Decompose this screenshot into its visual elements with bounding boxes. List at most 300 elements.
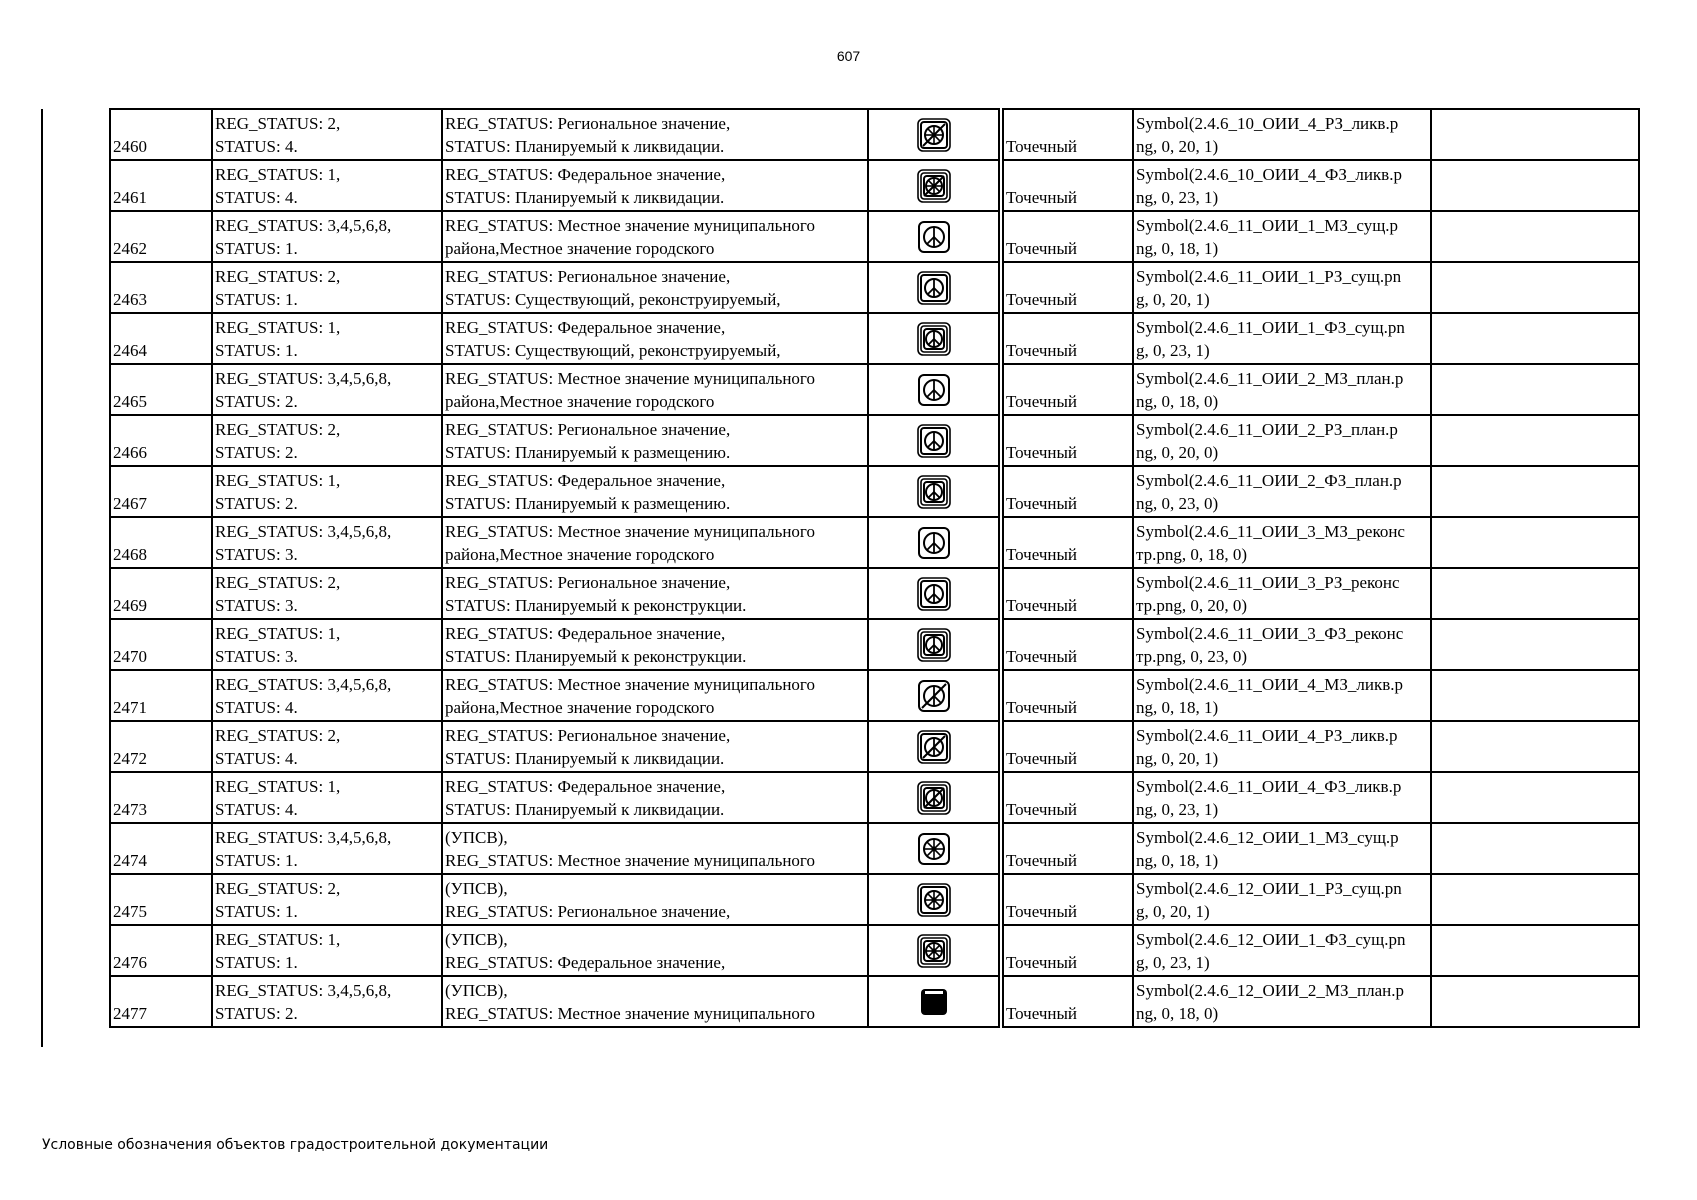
peace-symbol-double-icon (917, 577, 951, 611)
page-number: 607 (836, 48, 861, 64)
symbol-preview-cell (868, 262, 999, 313)
symbol-line: тр.png, 0, 23, 0) (1136, 647, 1248, 666)
symbol-line: ng, 0, 18, 1) (1136, 239, 1219, 258)
desc-line: STATUS: Планируемый к ликвидации. (445, 749, 725, 768)
geometry-type-cell (1003, 466, 1133, 517)
empty-cell (1431, 976, 1639, 1027)
table-row (110, 109, 1639, 160)
symbol-line: Symbol(2.4.6_11_ОИИ_3_МЗ_реконс (1136, 522, 1405, 541)
empty-cell (1431, 925, 1639, 976)
empty-cell (1431, 466, 1639, 517)
code-line: STATUS: 4. (215, 137, 298, 156)
code-line: REG_STATUS: 2, (215, 879, 341, 898)
geometry-type: Точечный (1006, 137, 1078, 156)
desc-line: REG_STATUS: Региональное значение, (445, 420, 731, 439)
geometry-type-cell (1003, 262, 1133, 313)
desc-line: REG_STATUS: Региональное значение, (445, 267, 731, 286)
symbol-spec-cell (1133, 466, 1431, 517)
status-code-cell (212, 517, 442, 568)
status-code-cell (212, 619, 442, 670)
desc-line: STATUS: Существующий, реконструируемый, (445, 341, 781, 360)
geometry-type-cell (1003, 211, 1133, 262)
desc-line: района,Местное значение городского (445, 239, 715, 258)
symbol-line: g, 0, 23, 1) (1136, 341, 1210, 360)
geometry-type: Точечный (1006, 647, 1078, 666)
geometry-type: Точечный (1006, 953, 1078, 972)
code-line: REG_STATUS: 1, (215, 318, 341, 337)
symbol-line: Symbol(2.4.6_11_ОИИ_4_РЗ_ликв.p (1136, 726, 1398, 745)
desc-line: REG_STATUS: Местное значение муниципального (445, 369, 815, 388)
symbol-line: тр.png, 0, 20, 0) (1136, 596, 1248, 615)
description-cell (442, 466, 868, 517)
symbol-line: ng, 0, 23, 1) (1136, 800, 1219, 819)
row-id-cell (110, 925, 212, 976)
empty-cell (1431, 670, 1639, 721)
desc-line: REG_STATUS: Федеральное значение, (445, 777, 726, 796)
description-cell (442, 568, 868, 619)
geometry-type-cell (1003, 772, 1133, 823)
table-row (110, 823, 1639, 874)
desc-line: REG_STATUS: Региональное значение, (445, 114, 731, 133)
code-line: STATUS: 3. (215, 545, 298, 564)
row-id: 2470 (113, 647, 147, 666)
desc-line: REG_STATUS: Региональное значение, (445, 726, 731, 745)
symbol-spec-cell (1133, 262, 1431, 313)
symbol-preview-cell (868, 925, 999, 976)
symbol-spec-cell (1133, 721, 1431, 772)
code-line: STATUS: 2. (215, 443, 298, 462)
code-line: REG_STATUS: 3,4,5,6,8, (215, 828, 392, 847)
empty-cell (1431, 313, 1639, 364)
row-id-cell (110, 466, 212, 517)
description-cell (442, 772, 868, 823)
radial-crossed-symbol-double-icon (917, 118, 951, 152)
symbol-spec-cell (1133, 976, 1431, 1027)
empty-cell (1431, 721, 1639, 772)
geometry-type: Точечный (1006, 290, 1078, 309)
description-cell (442, 517, 868, 568)
code-line: STATUS: 4. (215, 800, 298, 819)
desc-line: (УПСВ), (445, 879, 508, 898)
symbol-line: g, 0, 23, 1) (1136, 953, 1210, 972)
empty-cell (1431, 874, 1639, 925)
symbol-line: Symbol(2.4.6_12_ОИИ_2_МЗ_план.p (1136, 981, 1404, 1000)
code-line: STATUS: 2. (215, 1004, 298, 1023)
desc-line: REG_STATUS: Региональное значение, (445, 573, 731, 592)
spoke-wheel-symbol-triple-icon (917, 934, 951, 968)
symbol-preview-cell (868, 772, 999, 823)
symbol-line: Symbol(2.4.6_11_ОИИ_2_ФЗ_план.p (1136, 471, 1402, 490)
code-line: STATUS: 4. (215, 188, 298, 207)
table-row (110, 211, 1639, 262)
peace-crossed-symbol-double-icon (917, 730, 951, 764)
radial-crossed-symbol-triple-icon (917, 169, 951, 203)
desc-line: района,Местное значение городского (445, 545, 715, 564)
code-line: REG_STATUS: 2, (215, 114, 341, 133)
peace-symbol-single-icon (917, 220, 951, 254)
row-id-cell (110, 670, 212, 721)
geometry-type-cell (1003, 109, 1133, 160)
status-code-cell (212, 415, 442, 466)
status-code-cell (212, 466, 442, 517)
margin-rule (41, 109, 43, 1047)
peace-symbol-double-icon (917, 424, 951, 458)
row-id-cell (110, 160, 212, 211)
code-line: REG_STATUS: 3,4,5,6,8, (215, 675, 392, 694)
desc-line: REG_STATUS: Федеральное значение, (445, 165, 726, 184)
desc-line: REG_STATUS: Федеральное значение, (445, 624, 726, 643)
desc-line: STATUS: Планируемый к размещению. (445, 494, 731, 513)
code-line: STATUS: 1. (215, 239, 298, 258)
table-row (110, 415, 1639, 466)
desc-line: STATUS: Планируемый к размещению. (445, 443, 731, 462)
code-line: REG_STATUS: 3,4,5,6,8, (215, 216, 392, 235)
geometry-type: Точечный (1006, 341, 1078, 360)
code-line: REG_STATUS: 3,4,5,6,8, (215, 522, 392, 541)
code-line: REG_STATUS: 1, (215, 165, 341, 184)
status-code-cell (212, 721, 442, 772)
table-row (110, 160, 1639, 211)
peace-symbol-triple-icon (917, 628, 951, 662)
symbol-preview-cell (868, 568, 999, 619)
code-line: STATUS: 1. (215, 290, 298, 309)
desc-line: REG_STATUS: Федеральное значение, (445, 471, 726, 490)
row-id: 2460 (113, 137, 147, 156)
symbol-preview-cell (868, 670, 999, 721)
table-row (110, 976, 1639, 1027)
symbol-preview-cell (868, 721, 999, 772)
geometry-type-cell (1003, 619, 1133, 670)
symbol-spec-cell (1133, 517, 1431, 568)
symbol-preview-cell (868, 109, 999, 160)
symbol-line: Symbol(2.4.6_10_ОИИ_4_ФЗ_ликв.p (1136, 165, 1402, 184)
table-row (110, 364, 1639, 415)
symbol-line: ng, 0, 23, 0) (1136, 494, 1219, 513)
geometry-type: Точечный (1006, 749, 1078, 768)
status-code-cell (212, 823, 442, 874)
status-code-cell (212, 109, 442, 160)
geometry-type-cell (1003, 364, 1133, 415)
desc-line: STATUS: Планируемый к ликвидации. (445, 800, 725, 819)
symbol-preview-cell (868, 466, 999, 517)
code-line: REG_STATUS: 2, (215, 267, 341, 286)
row-id-cell (110, 619, 212, 670)
geometry-type: Точечный (1006, 545, 1078, 564)
geometry-type-cell (1003, 517, 1133, 568)
description-cell (442, 721, 868, 772)
desc-line: STATUS: Планируемый к ликвидации. (445, 188, 725, 207)
row-id-cell (110, 109, 212, 160)
code-line: STATUS: 2. (215, 392, 298, 411)
row-id: 2465 (113, 392, 147, 411)
row-id: 2476 (113, 953, 147, 972)
row-id-cell (110, 415, 212, 466)
geometry-type: Точечный (1006, 392, 1078, 411)
row-id-cell (110, 517, 212, 568)
desc-line: REG_STATUS: Местное значение муниципального (445, 851, 815, 870)
row-id: 2463 (113, 290, 147, 309)
peace-symbol-double-icon (917, 271, 951, 305)
symbol-preview-cell (868, 415, 999, 466)
geometry-type-cell (1003, 925, 1133, 976)
description-cell (442, 211, 868, 262)
table-row (110, 517, 1639, 568)
desc-line: REG_STATUS: Региональное значение, (445, 902, 731, 921)
row-id: 2471 (113, 698, 147, 717)
description-cell (442, 160, 868, 211)
symbol-line: ng, 0, 18, 1) (1136, 851, 1219, 870)
table-row (110, 466, 1639, 517)
desc-line: STATUS: Планируемый к реконструкции. (445, 647, 747, 666)
row-id: 2474 (113, 851, 147, 870)
geometry-type-cell (1003, 568, 1133, 619)
code-line: STATUS: 3. (215, 647, 298, 666)
code-line: REG_STATUS: 3,4,5,6,8, (215, 369, 392, 388)
row-id-cell (110, 364, 212, 415)
symbol-preview-cell (868, 211, 999, 262)
row-id-cell (110, 721, 212, 772)
symbol-spec-cell (1133, 415, 1431, 466)
symbol-spec-cell (1133, 772, 1431, 823)
symbol-spec-cell (1133, 313, 1431, 364)
description-cell (442, 262, 868, 313)
description-cell (442, 976, 868, 1027)
code-line: REG_STATUS: 2, (215, 420, 341, 439)
empty-cell (1431, 109, 1639, 160)
symbol-line: Symbol(2.4.6_11_ОИИ_3_РЗ_реконс (1136, 573, 1400, 592)
status-code-cell (212, 925, 442, 976)
peace-crossed-symbol-triple-icon (917, 781, 951, 815)
status-code-cell (212, 670, 442, 721)
symbol-line: тр.png, 0, 18, 0) (1136, 545, 1248, 564)
geometry-type: Точечный (1006, 239, 1078, 258)
empty-cell (1431, 823, 1639, 874)
desc-line: (УПСВ), (445, 828, 508, 847)
description-cell (442, 619, 868, 670)
desc-line: района,Местное значение городского (445, 698, 715, 717)
status-code-cell (212, 211, 442, 262)
geometry-type: Точечный (1006, 902, 1078, 921)
symbol-table-body (110, 109, 1639, 1027)
geometry-type-cell (1003, 823, 1133, 874)
desc-line: STATUS: Планируемый к реконструкции. (445, 596, 747, 615)
code-line: REG_STATUS: 1, (215, 624, 341, 643)
peace-symbol-single-icon (917, 373, 951, 407)
code-line: STATUS: 4. (215, 749, 298, 768)
symbol-line: Symbol(2.4.6_12_ОИИ_1_РЗ_сущ.pn (1136, 879, 1402, 898)
symbol-line: Symbol(2.4.6_12_ОИИ_1_МЗ_сущ.p (1136, 828, 1399, 847)
row-id: 2462 (113, 239, 147, 258)
empty-cell (1431, 772, 1639, 823)
symbol-spec-cell (1133, 364, 1431, 415)
empty-cell (1431, 415, 1639, 466)
row-id: 2469 (113, 596, 147, 615)
geometry-type-cell (1003, 670, 1133, 721)
empty-cell (1431, 364, 1639, 415)
status-code-cell (212, 568, 442, 619)
symbol-spec-cell (1133, 160, 1431, 211)
empty-cell (1431, 517, 1639, 568)
symbol-preview-cell (868, 874, 999, 925)
code-line: STATUS: 1. (215, 341, 298, 360)
empty-cell (1431, 619, 1639, 670)
code-line: REG_STATUS: 1, (215, 777, 341, 796)
row-id: 2468 (113, 545, 147, 564)
code-line: STATUS: 3. (215, 596, 298, 615)
symbol-line: Symbol(2.4.6_11_ОИИ_1_ФЗ_сущ.pn (1136, 318, 1405, 337)
geometry-type: Точечный (1006, 800, 1078, 819)
geometry-type: Точечный (1006, 494, 1078, 513)
symbol-spec-cell (1133, 823, 1431, 874)
peace-symbol-single-icon (917, 526, 951, 560)
row-id-cell (110, 211, 212, 262)
geometry-type: Точечный (1006, 443, 1078, 462)
symbol-line: ng, 0, 23, 1) (1136, 188, 1219, 207)
symbol-preview-cell (868, 976, 999, 1027)
geometry-type: Точечный (1006, 596, 1078, 615)
code-line: STATUS: 4. (215, 698, 298, 717)
symbol-line: Symbol(2.4.6_11_ОИИ_4_ФЗ_ликв.p (1136, 777, 1402, 796)
code-line: STATUS: 1. (215, 902, 298, 921)
row-id-cell (110, 262, 212, 313)
code-line: REG_STATUS: 2, (215, 726, 341, 745)
symbol-line: Symbol(2.4.6_11_ОИИ_2_РЗ_план.p (1136, 420, 1398, 439)
description-cell (442, 313, 868, 364)
row-id: 2475 (113, 902, 147, 921)
desc-line: REG_STATUS: Федеральное значение, (445, 318, 726, 337)
description-cell (442, 925, 868, 976)
empty-cell (1431, 160, 1639, 211)
geometry-type-cell (1003, 874, 1133, 925)
empty-cell (1431, 262, 1639, 313)
row-id-cell (110, 874, 212, 925)
symbol-spec-cell (1133, 670, 1431, 721)
status-code-cell (212, 874, 442, 925)
table-row (110, 619, 1639, 670)
symbol-line: ng, 0, 20, 0) (1136, 443, 1219, 462)
symbol-spec-cell (1133, 925, 1431, 976)
row-id-cell (110, 772, 212, 823)
geometry-type: Точечный (1006, 1004, 1078, 1023)
description-cell (442, 364, 868, 415)
peace-symbol-triple-icon (917, 322, 951, 356)
code-line: STATUS: 1. (215, 851, 298, 870)
geometry-type-cell (1003, 415, 1133, 466)
desc-line: REG_STATUS: Местное значение муниципального (445, 675, 815, 694)
symbol-preview-cell (868, 517, 999, 568)
symbol-table (109, 108, 1640, 1028)
symbol-preview-cell (868, 619, 999, 670)
desc-line: STATUS: Планируемый к ликвидации. (445, 137, 725, 156)
row-id-cell (110, 823, 212, 874)
desc-line: (УПСВ), (445, 981, 508, 1000)
symbol-line: g, 0, 20, 1) (1136, 290, 1210, 309)
spoke-wheel-symbol-double-icon (917, 883, 951, 917)
description-cell (442, 109, 868, 160)
symbol-line: ng, 0, 18, 0) (1136, 392, 1219, 411)
symbol-preview-cell (868, 160, 999, 211)
symbol-line: Symbol(2.4.6_11_ОИИ_2_МЗ_план.p (1136, 369, 1404, 388)
row-id-cell (110, 313, 212, 364)
code-line: STATUS: 1. (215, 953, 298, 972)
symbol-line: Symbol(2.4.6_11_ОИИ_1_РЗ_сущ.pn (1136, 267, 1402, 286)
peace-crossed-symbol-single-icon (917, 679, 951, 713)
table-row (110, 313, 1639, 364)
row-id: 2477 (113, 1004, 147, 1023)
row-id: 2461 (113, 188, 147, 207)
table-row (110, 670, 1639, 721)
code-line: STATUS: 2. (215, 494, 298, 513)
peace-symbol-triple-icon (917, 475, 951, 509)
symbol-line: ng, 0, 18, 1) (1136, 698, 1219, 717)
empty-cell (1431, 211, 1639, 262)
symbol-line: Symbol(2.4.6_11_ОИИ_1_МЗ_сущ.p (1136, 216, 1399, 235)
row-id: 2464 (113, 341, 147, 360)
table-row (110, 262, 1639, 313)
desc-line: REG_STATUS: Местное значение муниципального (445, 216, 815, 235)
symbol-line: g, 0, 20, 1) (1136, 902, 1210, 921)
status-code-cell (212, 364, 442, 415)
symbol-spec-cell (1133, 568, 1431, 619)
symbol-spec-cell (1133, 619, 1431, 670)
status-code-cell (212, 160, 442, 211)
status-code-cell (212, 976, 442, 1027)
geometry-type-cell (1003, 976, 1133, 1027)
status-code-cell (212, 313, 442, 364)
symbol-spec-cell (1133, 109, 1431, 160)
code-line: REG_STATUS: 1, (215, 930, 341, 949)
row-id: 2466 (113, 443, 147, 462)
desc-line: района,Местное значение городского (445, 392, 715, 411)
symbol-line: ng, 0, 20, 1) (1136, 137, 1219, 156)
code-line: REG_STATUS: 3,4,5,6,8, (215, 981, 392, 1000)
symbol-spec-cell (1133, 211, 1431, 262)
symbol-preview-cell (868, 364, 999, 415)
symbol-spec-cell (1133, 874, 1431, 925)
table-row (110, 925, 1639, 976)
desc-line: REG_STATUS: Местное значение муниципального (445, 522, 815, 541)
geometry-type: Точечный (1006, 851, 1078, 870)
description-cell (442, 874, 868, 925)
symbol-preview-cell (868, 313, 999, 364)
desc-line: (УПСВ), (445, 930, 508, 949)
geometry-type: Точечный (1006, 698, 1078, 717)
table-row (110, 874, 1639, 925)
table-row (110, 721, 1639, 772)
geometry-type-cell (1003, 313, 1133, 364)
row-id: 2473 (113, 800, 147, 819)
solid-box-symbol-icon (917, 985, 951, 1019)
table-row (110, 772, 1639, 823)
row-id: 2472 (113, 749, 147, 768)
symbol-line: ng, 0, 18, 0) (1136, 1004, 1219, 1023)
symbol-line: Symbol(2.4.6_10_ОИИ_4_РЗ_ликв.p (1136, 114, 1399, 133)
symbol-line: Symbol(2.4.6_12_ОИИ_1_ФЗ_сущ.pn (1136, 930, 1406, 949)
symbol-line: Symbol(2.4.6_11_ОИИ_4_МЗ_ликв.p (1136, 675, 1404, 694)
status-code-cell (212, 772, 442, 823)
desc-line: STATUS: Существующий, реконструируемый, (445, 290, 781, 309)
table-row (110, 568, 1639, 619)
status-code-cell (212, 262, 442, 313)
spoke-wheel-symbol-single-icon (917, 832, 951, 866)
geometry-type: Точечный (1006, 188, 1078, 207)
desc-line: REG_STATUS: Местное значение муниципального (445, 1004, 815, 1023)
description-cell (442, 823, 868, 874)
code-line: REG_STATUS: 2, (215, 573, 341, 592)
description-cell (442, 670, 868, 721)
symbol-preview-cell (868, 823, 999, 874)
page-footer: Условные обозначения объектов градостроительной документации (42, 1137, 549, 1153)
